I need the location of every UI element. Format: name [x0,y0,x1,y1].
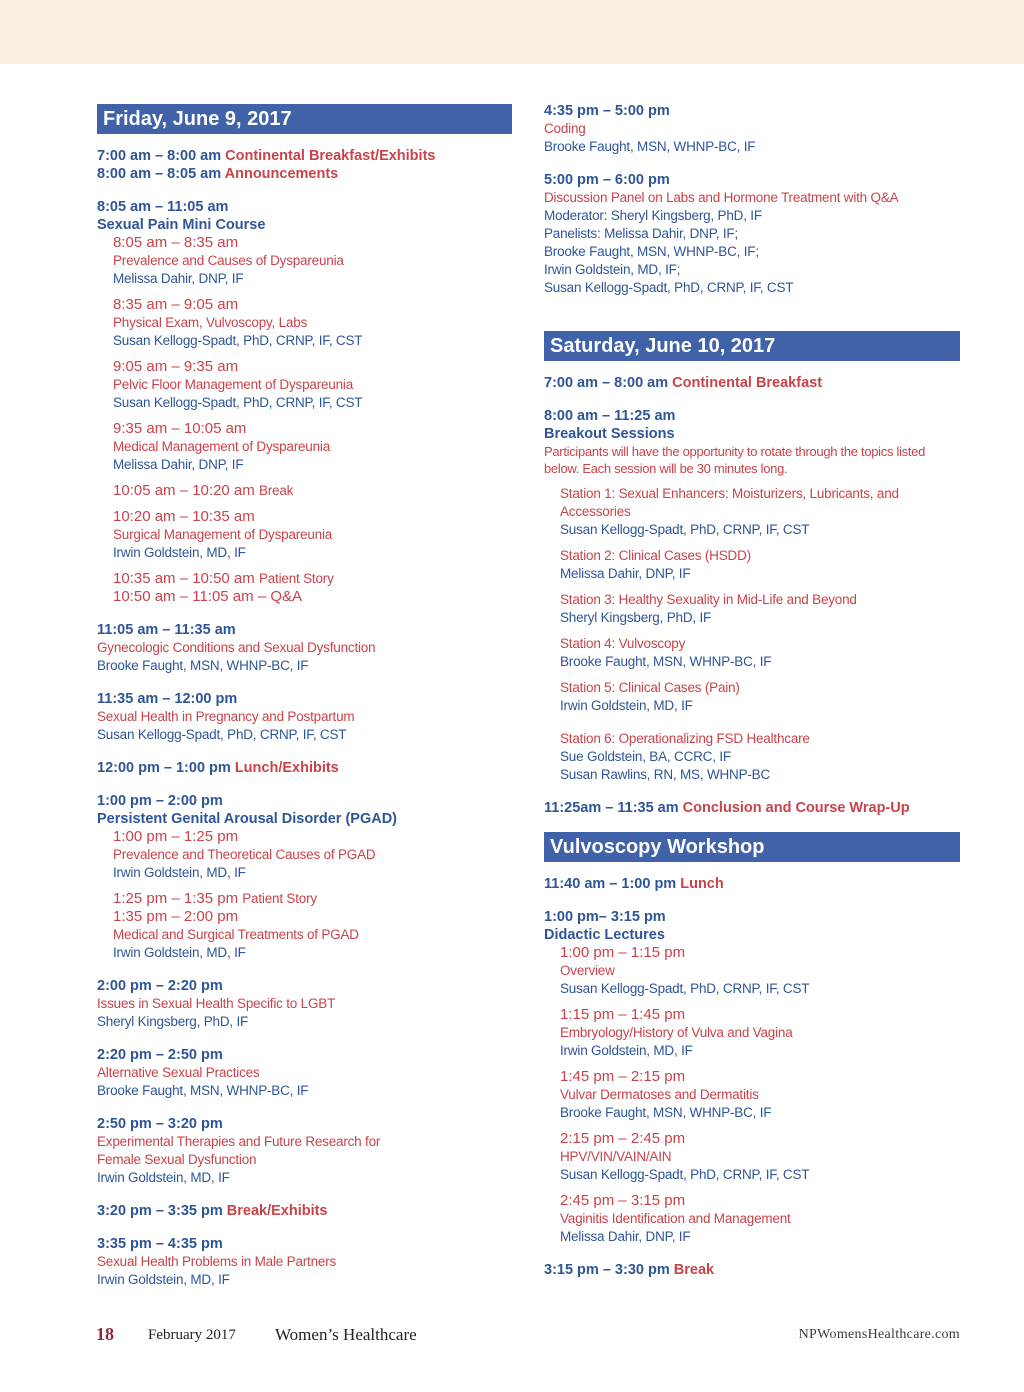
item-title: Vulvar Dermatoses and Dermatitis [560,1087,759,1102]
issue-date: February 2017 [148,1327,236,1343]
session-time: 3:35 pm – 4:35 pm [97,1236,223,1252]
item-title: HPV/VIN/VAIN/AIN [560,1149,672,1164]
session-time: 11:40 am – 1:00 pm Lunch [544,876,724,892]
item-speaker: Melissa Dahir, DNP, IF [113,457,244,472]
session-time: 8:00 am – 11:25 am [544,408,676,424]
item-speaker: Susan Kellogg-Spadt, PhD, CRNP, IF, CST [560,981,810,996]
item-title: Patient Story [242,891,317,906]
item-time: 2:15 pm – 2:45 pm [560,1130,686,1147]
station-title: Station 6: Operationalizing FSD Healthcare [560,731,810,746]
session-title: Continental Breakfast/Exhibits [225,148,436,164]
item-title: Overview [560,963,615,978]
session-title: Break/Exhibits [226,1203,328,1219]
session-time: 8:05 am – 11:05 am [97,199,229,215]
session-title: Discussion Panel on Labs and Hormone Treatment with Q&A [544,190,899,205]
session-time: 1:00 pm – 2:00 pm [97,793,223,809]
session-time: 3:20 pm – 3:35 pm Break/Exhibits [97,1203,328,1219]
session-title: Lunch [680,876,724,892]
session-title: Experimental Therapies and Future Research for [97,1134,381,1149]
session-title: Didactic Lectures [544,927,665,943]
friday-header: Friday, June 9, 2017 [97,104,512,134]
page-footer [96,1322,960,1348]
panelist: Brooke Faught, MSN, WHNP-BC, IF; [544,244,759,259]
session-title: Sexual Pain Mini Course [97,217,266,233]
item-title: Prevalence and Theoretical Causes of PGAD [113,847,376,862]
item-speaker: Irwin Goldstein, MD, IF [113,865,246,880]
item-title: Break [258,483,294,498]
session-title: Persistent Genital Arousal Disorder (PGAD) [97,811,398,827]
session-speaker: Irwin Goldstein, MD, IF [97,1170,230,1185]
item-speaker: Melissa Dahir, DNP, IF [113,271,244,286]
item-time: 10:05 am – 10:20 am Break [113,482,294,499]
item-title: Patient Story [258,571,334,586]
item-time: 2:45 pm – 3:15 pm [560,1192,686,1209]
top-color-band [0,0,1024,64]
station-title: Station 5: Clinical Cases (Pain) [560,680,740,695]
moderator: Moderator: Sheryl Kingsberg, PhD, IF [544,208,762,223]
session-time: 2:20 pm – 2:50 pm [97,1047,223,1063]
item-speaker: Irwin Goldstein, MD, IF [560,1043,693,1058]
item-speaker: Susan Kellogg-Spadt, PhD, CRNP, IF, CST [113,395,363,410]
session-title: Sexual Health Problems in Male Partners [97,1254,337,1269]
station-title: Station 2: Clinical Cases (HSDD) [560,548,751,563]
station-speaker: Irwin Goldstein, MD, IF [560,698,693,713]
session-description: Participants will have the opportunity to rotate through the topics listed [544,444,926,459]
session-time: 11:05 am – 11:35 am [97,622,236,638]
item-speaker: Irwin Goldstein, MD, IF [113,945,246,960]
item-title: Medical Management of Dyspareunia [113,439,331,454]
item-time: 1:35 pm – 2:00 pm [113,908,239,925]
session-time: 7:00 am – 8:00 am Continental Breakfast/Exhibits [97,148,436,164]
session-time: 11:25am – 11:35 am Conclusion and Course Wrap-Up [544,800,910,816]
website-link[interactable]: NPWomensHealthcare.com [798,1327,960,1342]
item-title: Physical Exam, Vulvoscopy, Labs [113,315,308,330]
station-title: Station 3: Healthy Sexuality in Mid-Life and Beyond [560,592,857,607]
item-time: 10:50 am – 11:05 am – Q&A [113,588,303,605]
item-title: Embryology/History of Vulva and Vagina [560,1025,793,1040]
item-title: Pelvic Floor Management of Dyspareunia [113,377,354,392]
session-time: 2:00 pm – 2:20 pm [97,978,223,994]
left-column [97,104,517,1289]
item-time: 9:05 am – 9:35 am [113,358,239,375]
item-time: 1:25 pm – 1:35 pm Patient Story [113,890,317,907]
station-speaker: Susan Kellogg-Spadt, PhD, CRNP, IF, CST [560,522,810,537]
item-speaker: Melissa Dahir, DNP, IF [560,1229,691,1244]
session-time: 11:35 am – 12:00 pm [97,691,238,707]
panelist: Panelists: Melissa Dahir, DNP, IF; [544,226,739,241]
session-time: 12:00 pm – 1:00 pm Lunch/Exhibits [97,760,339,776]
item-time: 8:35 am – 9:05 am [113,296,239,313]
station-title: Station 4: Vulvoscopy [560,636,686,651]
session-speaker: Susan Kellogg-Spadt, PhD, CRNP, IF, CST [97,727,347,742]
page-number: 18 [96,1324,114,1344]
session-time: 2:50 pm – 3:20 pm [97,1116,223,1132]
item-time: 1:15 pm – 1:45 pm [560,1006,686,1023]
session-title: Issues in Sexual Health Specific to LGBT [97,996,336,1011]
item-time: 1:00 pm – 1:25 pm [113,828,239,845]
station-speaker: Sheryl Kingsberg, PhD, IF [560,610,712,625]
item-time: 10:20 am – 10:35 am [113,508,255,525]
station-speaker: Melissa Dahir, DNP, IF [560,566,691,581]
workshop-header: Vulvoscopy Workshop [544,832,960,862]
item-time: 8:05 am – 8:35 am [113,234,239,251]
item-time: 9:35 am – 10:05 am [113,420,247,437]
right-column [544,102,964,1279]
station-speaker: Sue Goldstein, BA, CCRC, IF [560,749,731,764]
session-speaker: Brooke Faught, MSN, WHNP-BC, IF [544,139,756,154]
item-speaker: Susan Kellogg-Spadt, PhD, CRNP, IF, CST [113,333,363,348]
session-description-cont: below. Each session will be 30 minutes long. [544,461,788,476]
session-time: 5:00 pm – 6:00 pm [544,172,670,188]
station-title-cont: Accessories [560,504,631,519]
session-time: 8:00 am – 8:05 am Announcements [97,166,339,182]
item-title: Surgical Management of Dyspareunia [113,527,333,542]
session-time: 1:00 pm– 3:15 pm [544,909,666,925]
session-title: Lunch/Exhibits [234,760,339,776]
item-title: Prevalence and Causes of Dyspareunia [113,253,344,268]
session-title: Alternative Sexual Practices [97,1065,260,1080]
panelist: Susan Kellogg-Spadt, PhD, CRNP, IF, CST [544,280,794,295]
session-speaker: Brooke Faught, MSN, WHNP-BC, IF [97,658,309,673]
session-title: Continental Breakfast [672,375,823,391]
session-title: Coding [544,121,586,136]
session-speaker: Irwin Goldstein, MD, IF [97,1272,230,1287]
session-speaker: Sheryl Kingsberg, PhD, IF [97,1014,249,1029]
station-speaker: Susan Rawlins, RN, MS, WHNP-BC [560,767,771,782]
saturday-header: Saturday, June 10, 2017 [544,331,960,361]
session-title: Breakout Sessions [544,426,675,442]
item-speaker: Brooke Faught, MSN, WHNP-BC, IF [560,1105,772,1120]
item-speaker: Irwin Goldstein, MD, IF [113,545,246,560]
session-title-cont: Female Sexual Dysfunction [97,1152,257,1167]
item-title: Vaginitis Identification and Management [560,1211,791,1226]
session-title: Break [673,1262,715,1278]
session-title: Gynecologic Conditions and Sexual Dysfunction [97,640,376,655]
session-time: 4:35 pm – 5:00 pm [544,103,670,119]
session-title: Sexual Health in Pregnancy and Postpartum [97,709,355,724]
item-time: 1:00 pm – 1:15 pm [560,944,686,961]
session-time: 7:00 am – 8:00 am Continental Breakfast [544,375,823,391]
item-speaker: Susan Kellogg-Spadt, PhD, CRNP, IF, CST [560,1167,810,1182]
session-time: 3:15 pm – 3:30 pm Break [544,1262,715,1278]
station-speaker: Brooke Faught, MSN, WHNP-BC, IF [560,654,772,669]
item-time: 10:35 am – 10:50 am Patient Story [113,570,334,587]
session-speaker: Brooke Faught, MSN, WHNP-BC, IF [97,1083,309,1098]
item-title: Medical and Surgical Treatments of PGAD [113,927,359,942]
magazine-name: Women’s Healthcare [275,1325,417,1344]
station-title: Station 1: Sexual Enhancers: Moisturizers, Lubricants, and [560,486,899,501]
item-time: 1:45 pm – 2:15 pm [560,1068,686,1085]
session-title: Announcements [224,166,339,182]
panelist: Irwin Goldstein, MD, IF; [544,262,681,277]
session-title: Conclusion and Course Wrap-Up [682,800,910,816]
